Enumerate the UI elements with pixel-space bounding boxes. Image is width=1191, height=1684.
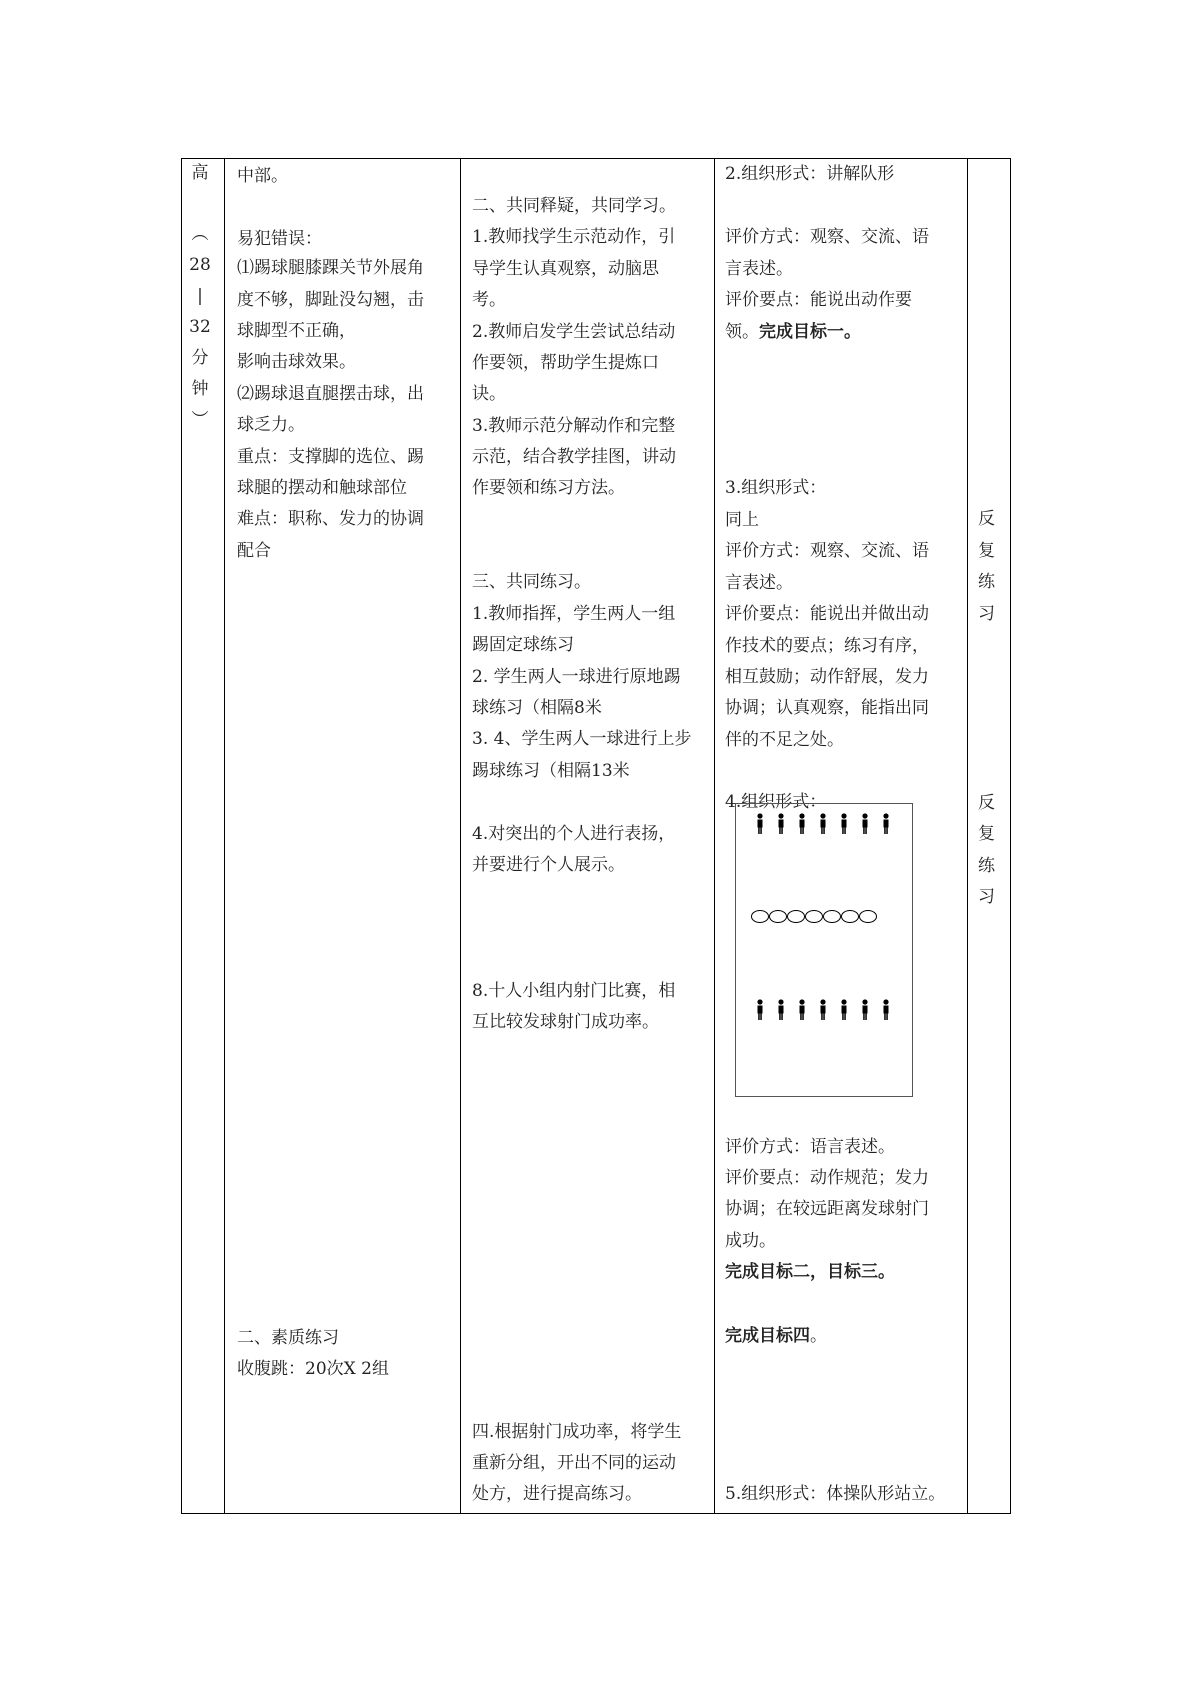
ball-icon — [805, 910, 823, 923]
org-line: 伴的不足之处。 — [725, 730, 844, 750]
content-line: 易犯错误： — [237, 229, 322, 249]
teacher-line: 四.根据射门成功率，将学生 — [472, 1422, 682, 1442]
org-text: 。 — [810, 1326, 827, 1346]
content-line: ⑵踢球退直腿摆击球，出 — [237, 384, 424, 404]
org-line: 5.组织形式：体操队形站立。 — [725, 1484, 946, 1504]
player-icon — [756, 813, 764, 835]
org-line: 言表述。 — [725, 259, 793, 279]
goal-one-label: 完成目标一。 — [759, 322, 861, 342]
note-char: 习 — [978, 887, 995, 907]
column-divider-1 — [224, 158, 225, 1514]
player-icon — [882, 813, 890, 835]
note-char: 反 — [978, 793, 995, 813]
player-icon — [798, 999, 806, 1021]
ball-icon — [769, 910, 787, 923]
content-line: 二、素质练习 — [237, 1328, 339, 1348]
player-icon — [819, 999, 827, 1021]
ball-icon — [841, 910, 859, 923]
note-char: 习 — [978, 604, 995, 624]
org-line: 相互鼓励；动作舒展，发力 — [725, 667, 929, 687]
content-line: 度不够，脚趾没勾翘，击 — [237, 290, 424, 310]
teacher-line: 诀。 — [472, 384, 506, 404]
time-char: 28 — [189, 255, 211, 275]
table-right-border — [1010, 158, 1011, 1514]
column-divider-4 — [967, 158, 968, 1514]
org-line: 评价方式：观察、交流、语 — [725, 541, 929, 561]
note-char: 练 — [978, 572, 995, 592]
formation-diagram — [735, 803, 913, 1097]
teacher-line: 1.教师指挥，学生两人一组 — [472, 604, 676, 624]
org-line: 协调；在较远距离发球射门 — [725, 1199, 929, 1219]
teacher-line: 1.教师找学生示范动作，引 — [472, 227, 676, 247]
time-column — [183, 158, 217, 436]
player-icon — [798, 813, 806, 835]
org-line: 4.组织形式： — [725, 792, 827, 812]
column-divider-2 — [460, 158, 461, 1514]
goal-four-line — [725, 1322, 827, 1351]
teacher-line: 作要领，帮助学生提炼口 — [472, 353, 659, 373]
org-line-goal1 — [725, 318, 861, 347]
player-icon — [840, 813, 848, 835]
teacher-line: 8.十人小组内射门比赛，相 — [472, 981, 676, 1001]
player-icon — [882, 999, 890, 1021]
note-char: 反 — [978, 509, 995, 529]
teacher-line: 踢固定球练习 — [472, 635, 574, 655]
goal-two-three-label: 完成目标二，目标三。 — [725, 1262, 895, 1282]
org-line: 言表述。 — [725, 573, 793, 593]
content-line: 收腹跳：20次X 2组 — [237, 1359, 389, 1379]
org-line: 评价要点：能说出动作要 — [725, 290, 912, 310]
ball-icon — [787, 910, 805, 923]
column-divider-3 — [714, 158, 715, 1514]
org-line: 评价要点：动作规范；发力 — [725, 1168, 929, 1188]
content-line: 配合 — [237, 541, 271, 561]
content-line: 球腿的摆动和触球部位 — [237, 478, 407, 498]
teacher-line: 球练习（相隔8米 — [472, 698, 602, 718]
teacher-line: 示范，结合教学挂图，讲动 — [472, 447, 676, 467]
table-left-border — [181, 158, 182, 1514]
org-line: 评价方式：观察、交流、语 — [725, 227, 929, 247]
content-line: 球脚型不正确， — [237, 321, 356, 341]
teacher-line: 4.对突出的个人进行表扬， — [472, 824, 676, 844]
org-line: 成功。 — [725, 1231, 776, 1251]
player-icon — [756, 999, 764, 1021]
teacher-line: 2.教师启发学生尝试总结动 — [472, 322, 676, 342]
time-char: 分 — [191, 348, 209, 368]
teacher-line: 重新分组，开出不同的运动 — [472, 1453, 676, 1473]
teacher-line: 作要领和练习方法。 — [472, 478, 625, 498]
teacher-line: 并要进行个人展示。 — [472, 855, 625, 875]
ball-icon — [859, 910, 877, 923]
time-char: 高 — [191, 163, 209, 183]
teacher-line: 3.教师示范分解动作和完整 — [472, 416, 676, 436]
player-icon — [861, 999, 869, 1021]
content-line: 重点：支撑脚的选位、踢 — [237, 447, 424, 467]
section-title: 二、共同释疑，共同学习。 — [472, 196, 676, 216]
time-char: | — [197, 286, 203, 306]
teacher-line: 处方，进行提高练习。 — [472, 1484, 642, 1504]
teacher-line: 考。 — [472, 290, 506, 310]
content-line: ⑴踢球腿膝踝关节外展角 — [237, 258, 424, 278]
content-line: 球乏力。 — [237, 415, 305, 435]
player-icon — [819, 813, 827, 835]
org-line: 评价方式：语言表述。 — [725, 1137, 895, 1157]
note-char: 复 — [978, 824, 995, 844]
teacher-line: 2. 学生两人一球进行原地踢 — [472, 667, 681, 687]
content-line: 影响击球效果。 — [237, 352, 356, 372]
teacher-line: 踢球练习（相隔13米 — [472, 761, 630, 781]
goal-four-label: 完成目标四 — [725, 1326, 810, 1346]
section-title: 三、共同练习。 — [472, 572, 591, 592]
table-bottom-border — [181, 1513, 1010, 1514]
time-char: 32 — [189, 317, 211, 337]
time-char: 钟 — [191, 379, 209, 399]
org-line: 同上 — [725, 510, 759, 530]
table-top-border — [181, 158, 1010, 159]
org-text: 领。 — [725, 322, 759, 342]
org-line: 评价要点：能说出并做出动 — [725, 604, 929, 624]
org-line: 协调；认真观察，能指出同 — [725, 698, 929, 718]
teacher-line: 3. 4、学生两人一球进行上步 — [472, 729, 692, 749]
time-char: ︵ — [191, 224, 209, 244]
player-icon — [777, 813, 785, 835]
ball-icon — [823, 910, 841, 923]
content-line: 中部。 — [237, 166, 288, 186]
note-char: 复 — [978, 541, 995, 561]
org-line: 2.组织形式：讲解队形 — [725, 164, 895, 184]
ball-icon — [751, 910, 769, 923]
teacher-line: 导学生认真观察，动脑思 — [472, 259, 659, 279]
org-line: 3.组织形式： — [725, 478, 827, 498]
content-line: 难点：职称、发力的协调 — [237, 509, 424, 529]
player-icon — [840, 999, 848, 1021]
player-icon — [861, 813, 869, 835]
teacher-line: 互比较发球射门成功率。 — [472, 1012, 659, 1032]
note-char: 练 — [978, 856, 995, 876]
org-line: 作技术的要点；练习有序， — [725, 636, 929, 656]
time-char: ︶ — [191, 410, 209, 430]
player-icon — [777, 999, 785, 1021]
